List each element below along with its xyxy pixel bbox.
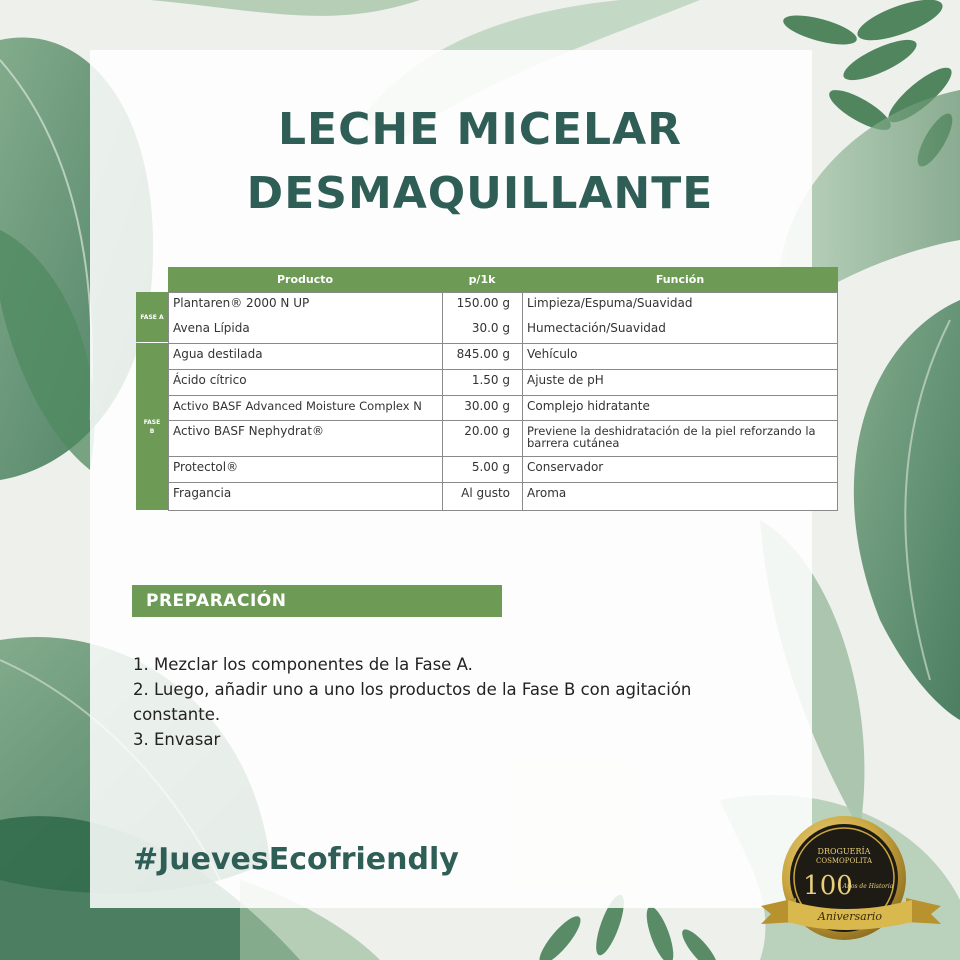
table-row xyxy=(168,344,838,370)
phase-b-label xyxy=(136,343,168,510)
step-item: 1. Mezclar los componentes de la Fase A. xyxy=(133,655,473,674)
anniversary-seal-logo xyxy=(756,806,946,956)
phase-a-label: FASE A xyxy=(136,292,168,342)
cell-cantidad: 30.0 g xyxy=(442,318,522,343)
table-row xyxy=(168,396,838,421)
cell-cantidad: Al gusto xyxy=(442,483,522,510)
cell-cantidad: 30.00 g xyxy=(442,396,522,420)
page-title-line2: DESMAQUILLANTE xyxy=(246,168,714,219)
cell-funcion: Limpieza/Espuma/Suavidad xyxy=(522,293,838,318)
step-item: 3. Envasar xyxy=(133,730,221,749)
cell-cantidad: 845.00 g xyxy=(442,344,522,369)
phase-b-label-line2: B xyxy=(149,427,155,435)
cell-funcion: Previene la deshidratación de la piel reforzando la barrera cutánea xyxy=(522,421,838,456)
header-p1k: p/1k xyxy=(468,273,496,286)
table-row xyxy=(168,421,838,457)
cell-producto: Activo BASF Nephydrat® xyxy=(168,421,442,456)
seal-line1: DROGUERÍA xyxy=(817,847,871,856)
cell-producto: Activo BASF Advanced Moisture Complex N xyxy=(168,396,442,420)
table-row xyxy=(168,292,838,319)
cell-cantidad: 5.00 g xyxy=(442,457,522,482)
cell-producto: Ácido cítrico xyxy=(168,370,442,395)
cell-cantidad: 20.00 g xyxy=(442,421,522,456)
cell-producto: Agua destilada xyxy=(168,344,442,369)
cell-producto: Plantaren® 2000 N UP xyxy=(168,293,442,318)
page-title-line1: LECHE MICELAR xyxy=(277,104,683,155)
cell-funcion: Vehículo xyxy=(522,344,838,369)
cell-cantidad: 150.00 g xyxy=(442,293,522,318)
phase-b-label-line1: FASE xyxy=(143,418,161,426)
cell-funcion: Ajuste de pH xyxy=(522,370,838,395)
cell-cantidad: 1.50 g xyxy=(442,370,522,395)
cell-producto: Avena Lípida xyxy=(168,318,442,343)
cell-producto: Fragancia xyxy=(168,483,442,510)
seal-years: 100 xyxy=(803,871,853,901)
hashtag: #JuevesEcofriendly xyxy=(133,842,459,877)
cell-producto: Protectol® xyxy=(168,457,442,482)
table-row xyxy=(168,483,838,511)
table-header xyxy=(168,267,838,292)
preparacion-steps xyxy=(133,652,773,752)
cell-funcion: Humectación/Suavidad xyxy=(522,318,838,343)
seal-small: Años de Historia xyxy=(842,883,894,890)
table-row xyxy=(168,370,838,396)
step-item: 2. Luego, añadir uno a uno los productos de la Fase B con agitación constante. xyxy=(133,680,692,724)
preparacion-heading: PREPARACIÓN xyxy=(132,585,502,617)
header-funcion: Función xyxy=(655,273,705,286)
seal-line2: COSMOPOLITA xyxy=(816,857,872,865)
cell-funcion: Complejo hidratante xyxy=(522,396,838,420)
seal-ribbon: Aniversario xyxy=(817,910,883,923)
table-row xyxy=(168,318,838,344)
table-row xyxy=(168,457,838,483)
cell-funcion: Conservador xyxy=(522,457,838,482)
cell-funcion: Aroma xyxy=(522,483,838,510)
header-producto: Producto xyxy=(276,273,334,286)
